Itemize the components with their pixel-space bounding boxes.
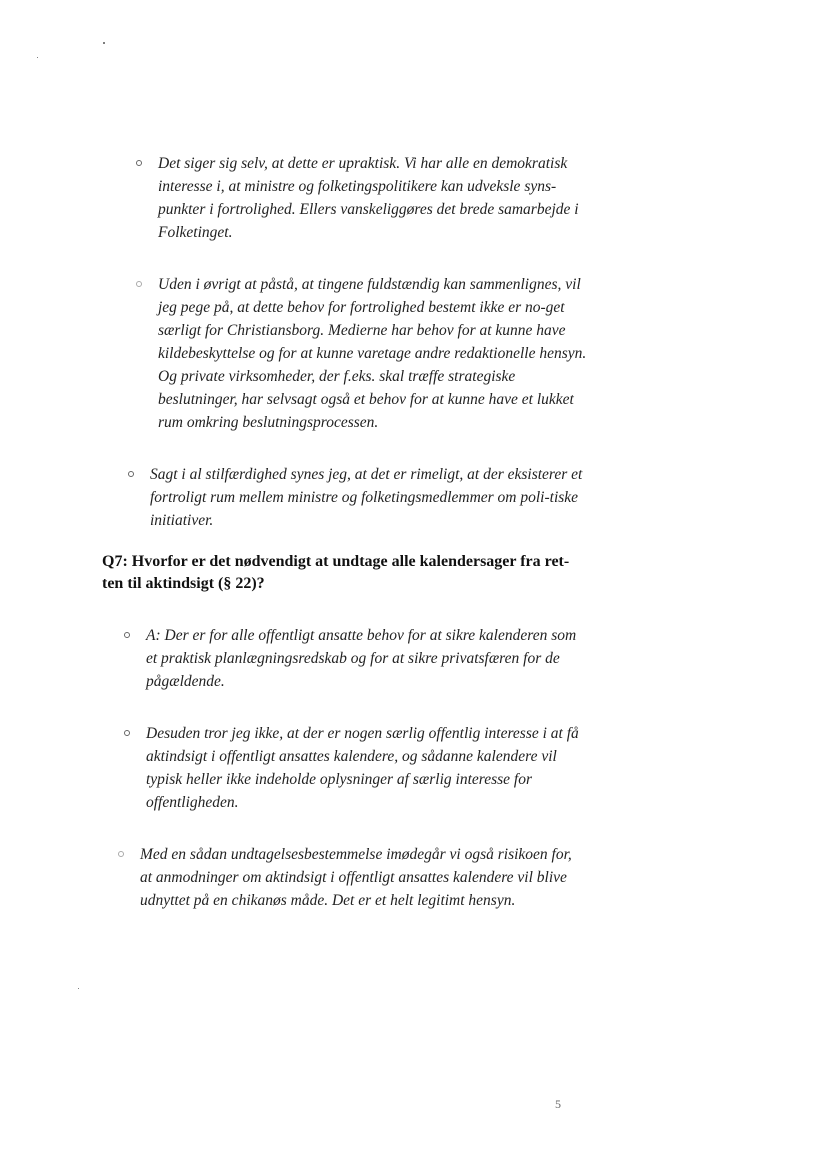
scan-speck [37,57,38,58]
bullet-item [158,273,598,434]
bullet-item [150,463,598,532]
scan-speck [78,988,79,989]
bullet-text: A: Der er for alle offentligt ansatte behov for at sikre kalenderen som et praktisk planlægningsredskab og for at sikre privatsfæren for de pågældende. [146,627,577,690]
bullet-icon [128,471,134,477]
bullet-text: Det siger sig selv, at dette er upraktisk. Vi har alle en demokratisk interesse i, at ministre og folketingspolitikere kan udveksle syns-punkter i fortrolighed. Ellers vanskeliggøres det brede samarbejde i Folketinget. [158,155,579,241]
bullet-icon [118,851,124,857]
bullet-list-section-2 [140,624,586,941]
bullet-item [146,722,586,814]
scan-speck [103,42,105,44]
bullet-icon [136,281,142,287]
bullet-item [146,624,586,693]
bullet-text: Uden i øvrigt at påstå, at tingene fuldstændig kan sammenlignes, vil jeg pege på, at dette behov for fortrolighed bestemt ikke er no-get særligt for Christiansborg. Medierne har behov for at kunne have kildebeskyttelse og for at kunne varetage andre redaktionelle hensyn. Og private virksomheder, der f.eks. skal træffe strategiske beslutninger, har selvsagt også et behov for at kunne have et lukket rum omkring beslutningsprocessen. [158,276,587,431]
bullet-text: Med en sådan undtagelsesbestemmelse imødegår vi også risikoen for, at anmodninger om aktindsigt i offentligt ansattes kalendere vil blive udnyttet på en chikanøs måde. Det er et helt legitimt hensyn. [140,846,572,909]
bullet-text: Sagt i al stilfærdighed synes jeg, at det er rimeligt, at der eksisterer et fortroligt rum mellem ministre og folketingsmedlemmer om poli-tiske initiativer. [150,466,583,529]
question-heading: Q7: Hvorfor er det nødvendigt at undtage alle kalendersager fra ret-ten til aktindsigt (§ 22)? [102,553,570,592]
bullet-list-section-1 [150,152,598,561]
bullet-text: Desuden tror jeg ikke, at der er nogen særlig offentlig interesse i at få aktindsigt i offentligt ansattes kalendere, og sådanne kalendere vil typisk heller ikke indeholde oplysninger af særlig interesse for offentligheden. [146,725,579,811]
page-number: 5 [555,1097,561,1111]
bullet-icon [136,160,142,166]
bullet-item [158,152,598,244]
bullet-icon [124,632,130,638]
bullet-icon [124,730,130,736]
bullet-item [140,843,586,912]
